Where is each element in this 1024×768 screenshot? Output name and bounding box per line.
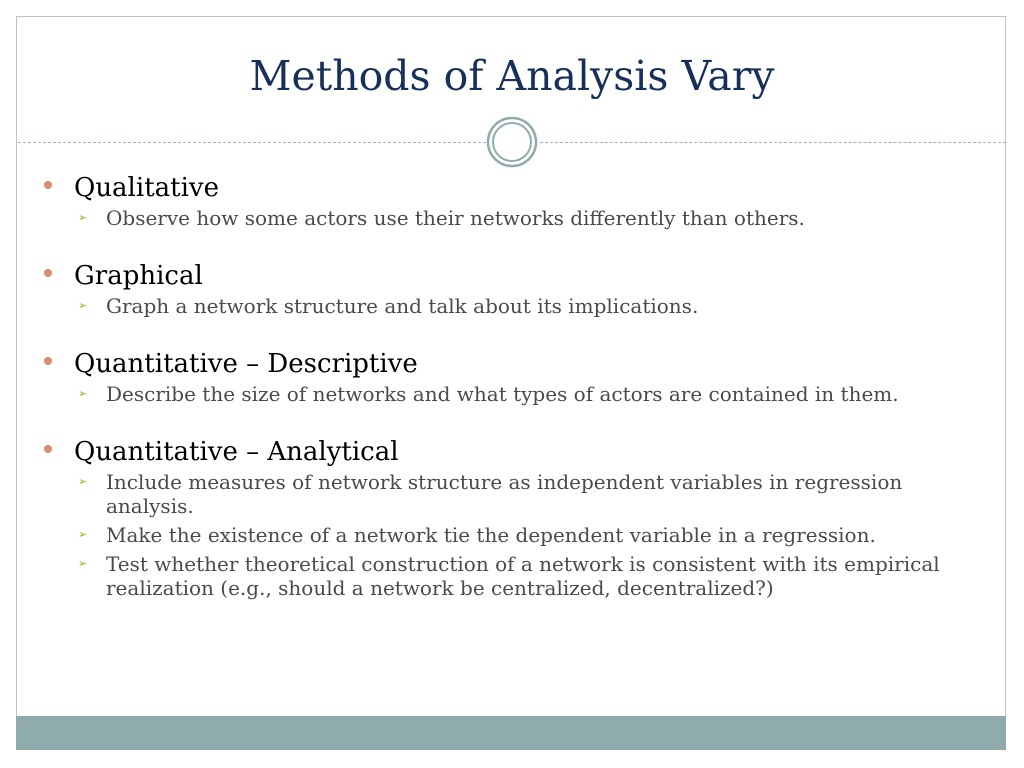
bullet-level1 <box>44 170 994 206</box>
sub-bullet <box>78 382 994 406</box>
bullet-content <box>44 170 994 628</box>
sub-bullet-text: Graph a network structure and talk about its implications. <box>106 294 699 318</box>
sub-bullet-list <box>44 470 994 600</box>
sub-bullet <box>78 294 994 318</box>
bullet-dot-icon <box>44 269 52 277</box>
bullet-level1 <box>44 434 994 470</box>
arrow-bullet-icon: ➢ <box>78 475 88 488</box>
ring-ornament-icon <box>486 116 538 168</box>
sub-bullet-list <box>44 382 994 406</box>
sub-bullet-text: Describe the size of networks and what types of actors are contained in them. <box>106 382 899 406</box>
sub-bullet <box>78 470 994 518</box>
title-divider-left <box>18 142 486 143</box>
sub-bullet-text: Observe how some actors use their networks differently than others. <box>106 206 805 230</box>
slide-title: Methods of Analysis Vary <box>249 52 775 100</box>
sub-bullet-list <box>44 294 994 318</box>
title-divider-right <box>540 142 1006 143</box>
sub-bullet <box>78 523 994 547</box>
bullet-level1 <box>44 258 994 294</box>
sub-bullet-text: Include measures of network structure as independent variables in regression analysis. <box>106 470 903 518</box>
section-heading: Quantitative – Analytical <box>74 437 399 467</box>
sub-bullet <box>78 206 994 230</box>
section-graphical <box>44 258 994 318</box>
sub-bullet-text: Test whether theoretical construction of a network is consistent with its empirical realization (e.g., should a network be centralized, decentralized?) <box>106 552 940 600</box>
sub-bullet-list <box>44 206 994 230</box>
arrow-bullet-icon: ➢ <box>78 211 88 224</box>
sub-bullet <box>78 552 994 600</box>
bullet-dot-icon <box>44 445 52 453</box>
section-heading: Quantitative – Descriptive <box>74 349 418 379</box>
section-qualitative <box>44 170 994 230</box>
arrow-bullet-icon: ➢ <box>78 557 88 570</box>
arrow-bullet-icon: ➢ <box>78 387 88 400</box>
section-quantitative-descriptive <box>44 346 994 406</box>
sub-bullet-text: Make the existence of a network tie the dependent variable in a regression. <box>106 523 876 547</box>
arrow-bullet-icon: ➢ <box>78 299 88 312</box>
arrow-bullet-icon: ➢ <box>78 528 88 541</box>
footer-bar <box>16 716 1006 750</box>
section-heading: Qualitative <box>74 173 219 203</box>
section-heading: Graphical <box>74 261 203 291</box>
bullet-level1 <box>44 346 994 382</box>
bullet-dot-icon <box>44 357 52 365</box>
section-quantitative-analytical <box>44 434 994 600</box>
bullet-dot-icon <box>44 181 52 189</box>
